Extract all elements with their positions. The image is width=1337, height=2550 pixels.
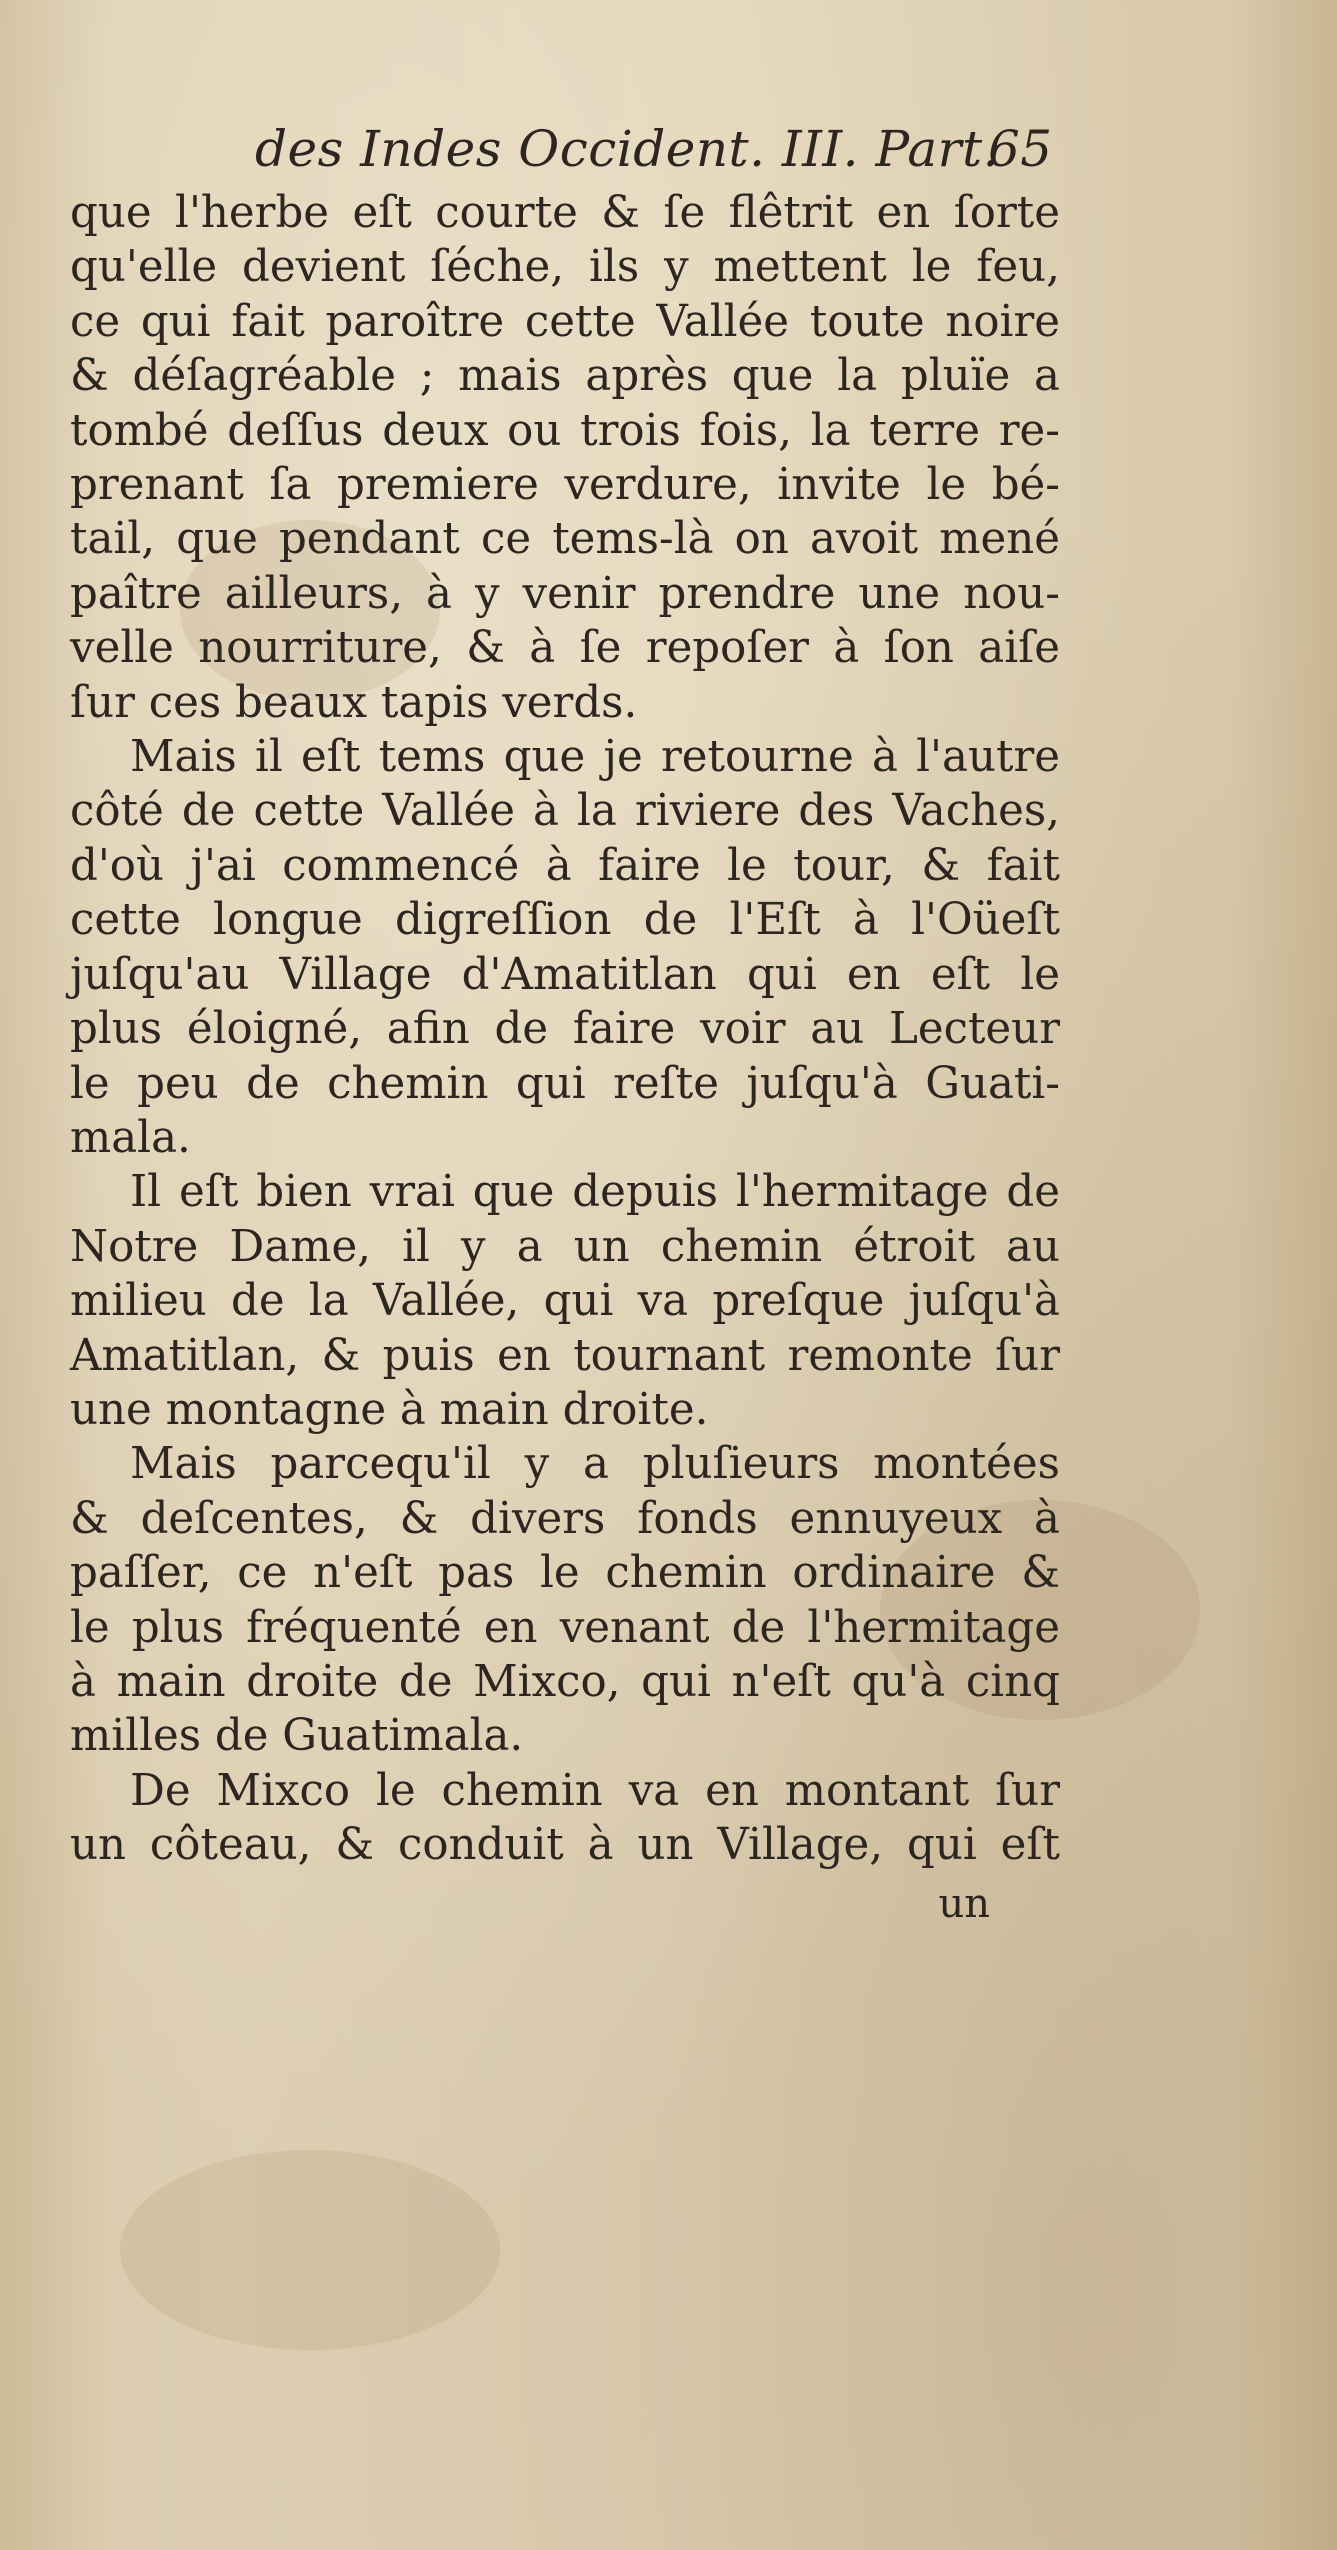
paragraph xyxy=(70,730,1060,1165)
page-text xyxy=(70,110,1060,1931)
text-line: tail, que pendant ce tems-là on avoit mené xyxy=(70,514,1060,565)
text-line: & deſcentes, & divers fonds ennuyeux à xyxy=(70,1493,1060,1544)
text-line: Mais il eſt tems que je retourne à l'autre xyxy=(130,732,1060,783)
paper-stain xyxy=(120,2150,500,2350)
running-header xyxy=(70,110,1060,186)
text-line: & déſagréable ; mais après que la pluïe a xyxy=(70,351,1060,402)
text-line: De Mixco le chemin va en montant ſur xyxy=(130,1765,1060,1816)
text-line: le plus fréquenté en venant de l'hermitage xyxy=(70,1602,1060,1653)
text-line: Amatitlan, & puis en tournant remonte ſur xyxy=(70,1330,1060,1381)
text-line: ſur ces beaux tapis verds. xyxy=(70,677,638,728)
text-line: Notre Dame, il y a un chemin étroit au xyxy=(70,1221,1060,1272)
text-line: à main droite de Mixco, qui n'eſt qu'à cinq xyxy=(70,1656,1060,1707)
running-title: des Indes Occident. III. Part. xyxy=(255,120,1000,178)
text-line: côté de cette Vallée à la riviere des Vaches, xyxy=(70,786,1060,837)
text-line: plus éloigné, afin de faire voir au Lecteur xyxy=(70,1004,1060,1055)
text-line: paſſer, ce n'eſt pas le chemin ordinaire & xyxy=(70,1548,1060,1599)
text-line: prenant ſa premiere verdure, invite le bé- xyxy=(70,460,1060,511)
text-line: ce qui fait paroître cette Vallée toute noire xyxy=(70,296,1060,347)
text-line: tombé deſſus deux ou trois fois, la terre re- xyxy=(70,405,1060,456)
paragraph xyxy=(70,186,1060,730)
text-line: un côteau, & conduit à un Village, qui eſt xyxy=(70,1820,1060,1871)
text-line: juſqu'au Village d'Amatitlan qui en eſt le xyxy=(70,949,1060,1000)
page-number: 65 xyxy=(988,120,1053,178)
text-line: milieu de la Vallée, qui va preſque juſqu'à xyxy=(70,1276,1060,1327)
text-line: Il eſt bien vrai que depuis l'hermitage de xyxy=(130,1167,1060,1218)
text-line: paître ailleurs, à y venir prendre une nou- xyxy=(70,568,1060,619)
text-line: que l'herbe eſt courte & ſe flêtrit en ſorte xyxy=(70,188,1060,238)
text-line: velle nourriture, & à ſe repoſer à ſon aiſe xyxy=(70,623,1060,674)
paragraph xyxy=(70,1764,1060,1873)
text-line: Mais parcequ'il y a pluſieurs montées xyxy=(130,1439,1060,1490)
paragraph xyxy=(70,1437,1060,1763)
text-line: mala. xyxy=(70,1112,191,1163)
text-line: qu'elle devient ſéche, ils y mettent le feu, xyxy=(70,242,1060,293)
text-line: milles de Guatimala. xyxy=(70,1711,524,1762)
catchword: un xyxy=(938,1880,990,1927)
text-line: le peu de chemin qui reſte juſqu'à Guati- xyxy=(70,1058,1060,1109)
text-line: d'où j'ai commencé à faire le tour, & fait xyxy=(70,840,1060,891)
text-line: une montagne à main droite. xyxy=(70,1384,709,1435)
paragraph xyxy=(70,1165,1060,1437)
text-line: cette longue digreſſion de l'Eſt à l'Oüeſt xyxy=(70,895,1060,946)
body-text xyxy=(70,186,1060,1931)
